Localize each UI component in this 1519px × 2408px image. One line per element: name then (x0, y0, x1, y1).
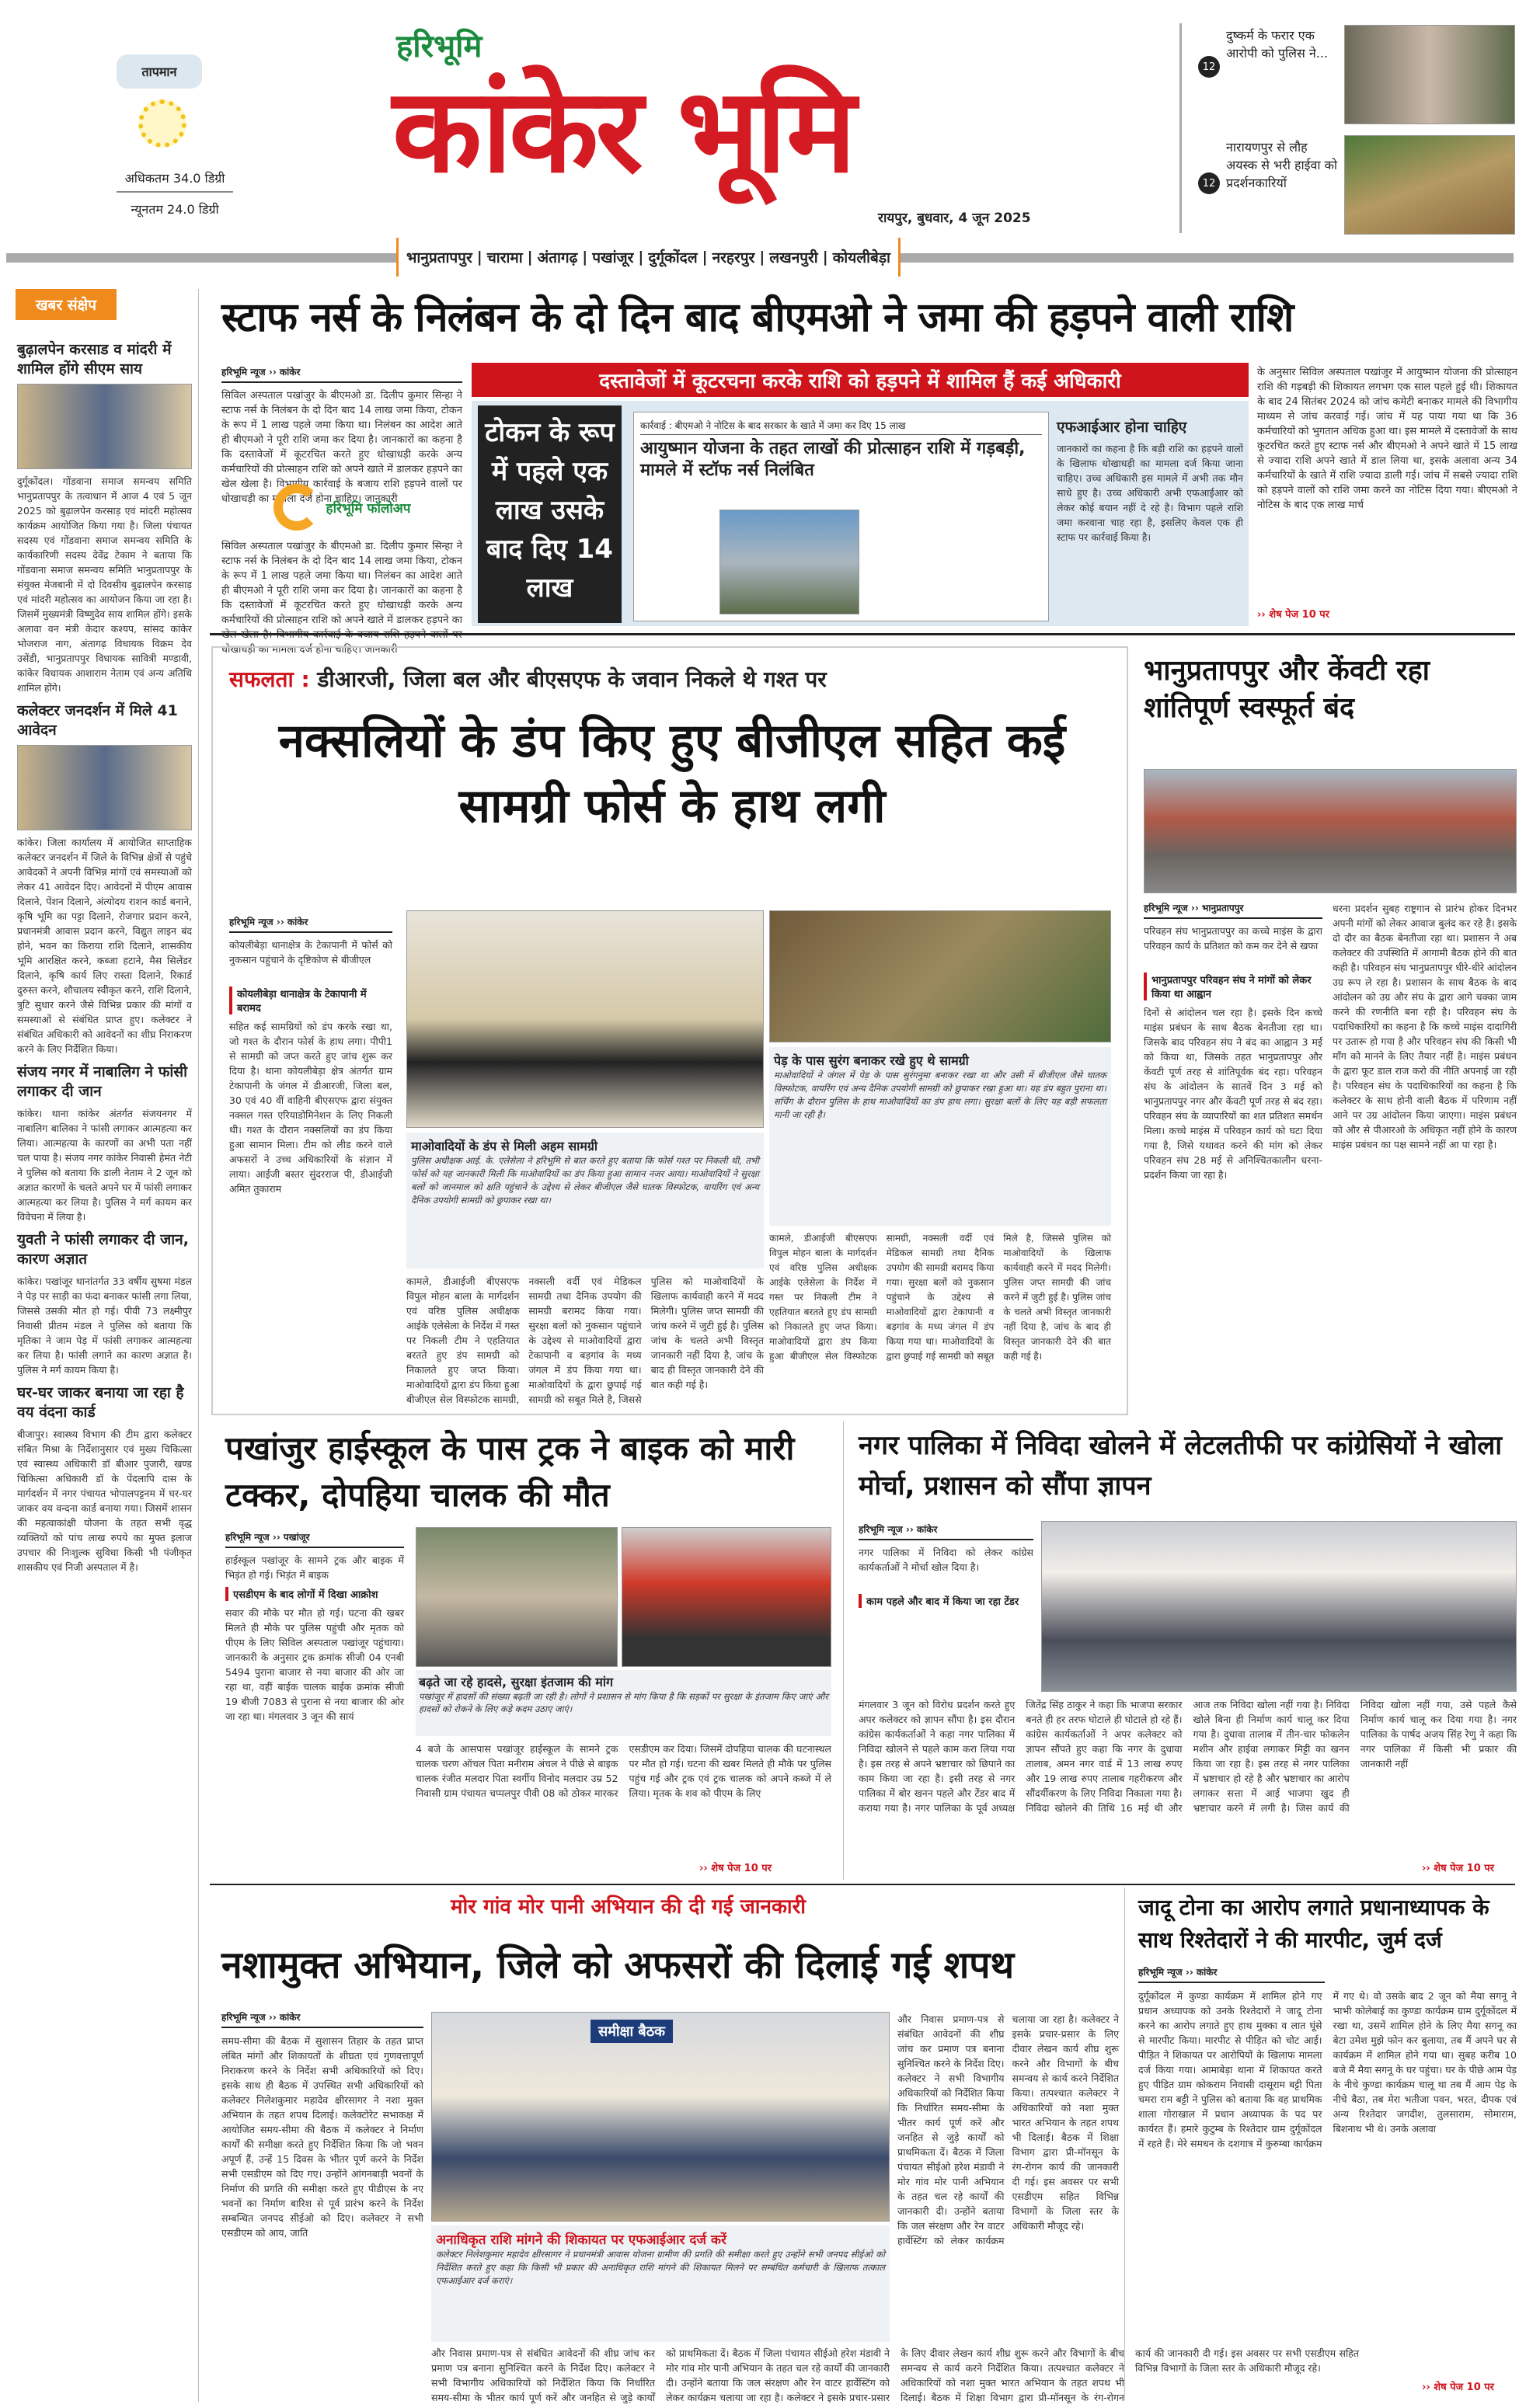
bandh-body-3: धरना प्रदर्शन सुबह राष्ट्रगान से प्रारंभ होकर दिनभर अपनी मांगों को लेकर आवाज बुलंद कर रहे है। इसके दो दौर का बैठक बेनतीजा रहा था। प्रशासन ने अब कलेक्टर की उपस्थिति में आगामी बैठक होने की बात कही है। परिवहन संघ भानुप्रतापपुर धीरे-धीरे आंदोलन उग्र रूप ले रहा है। प्रशासन के साथ बैठक के बाद आंदोलन को उग्र और संघ के द्वारा आगे चक्का जाम करने की रणनीति बना रही है। परिवहन संघ के पदाधिकारियों का कहना है कि कच्चे माइंस दादागिरी पर उतारू हो गया है और परिवहन संघ की किसी भी माँग को मानने के लिए तैयार नहीं है। माइंस प्रबंधन के द्वारा फूट डाल राज करो की नीति अपनाई जा रही है। परिवहन संघ के पदाधिकारियों का कहना है कि कलेक्टर के साथ होनी वाली बैठक में परिणाम नहीं आने पर उग्र आंदोलन किया जाएगा। माइंस प्रबंधन को और से पीआरओ के अधिकृत नहीं होने के कारण माइंस प्रबंधन का पक्ष सामने नहीं आ पा रहा है। (1333, 903, 1517, 1150)
oath-body-2: और निवास प्रमाण-पत्र से संबंधित आवेदनों की शीघ्र जांच कर प्रमाण पत्र बनाना सुनिश्चित करने के निर्देश दिए। कलेक्टर ने सभी विभागीय अधिकारियों को निर्देशित किया कि निर्धारित समय-सीमा के भीतर कार्य पूर्ण करें और जनहित से जुड़े कार्यों को प्राथमिकता दें। बैठक में जिला पंचायत सीईओ हरेश मंडावी ने मोर गांव मोर पानी अभियान के तहत चल रहे कार्यों की जानकारी दी। उन्होंने बताया कि जल संरक्षण और रेन वाटर हार्वेस्टिंग को लेकर कार्यक्रम चलाया जा रहा है। कलेक्टर ने इसके प्रचार-प्रसार के लिए दीवार लेखन कार्य शीघ्र शुरू करने और विभागों के बीच समन्वय से कार्य करने निर्देशित किया। तत्पश्चात कलेक्टर ने अधिकारियों को नशा मुक्त भारत अभियान के तहत शपथ भी दिलाई। बैठक में शिक्षा विभाग द्वारा प्री-मॉनसून के रंग-रोगन कार्य की जानकारी दी गई। इस अवसर पर सभी एसडीएम सहित विभिन्न विभागों के जिला स्तर के अधिकारी मौजूद रहे। (431, 2347, 1359, 2403)
brief-title[interactable]: बुढ़ालपेन करसाड व मांदरी में शामिल होंगे सीएम साय (17, 341, 172, 378)
accident-subhead: एसडीएम के बाद लोगों में दिखा आक्रोश (225, 1587, 404, 1601)
brief-body: कांकेर। थाना कांकेर अंतर्गत संजयनगर में नाबालिग बालिका ने फांसी लगाकर आत्महत्या कर लिया। आत्महत्या के कारणों का अभी पता नहीं चल पाया है। संजय नगर कांकेर निवासी हेमंत नेटी ने पुलिस को बताया कि डाली नेताम ने 2 जून को अज्ञात कारणों के चलते अपने घर में फांसी लगाकर आत्महत्या कर लिया है। पुलिस ने मर्ग कायम कर विवेचना में लिया है। (17, 1108, 192, 1223)
clip-kicker: कार्रवाई : बीएमओ ने नोटिस के बाद सरकार के खाते में जमा कर दिए 15 लाख (640, 419, 1042, 435)
brief-body: कांकेर। जिला कार्यालय में आयोजित साप्ताहिक कलेक्टर जनदर्शन में जिले के विभिन्न क्षेत्रों से पहुंचे आवेदकों ने अपनी विभिन्न मांगों एवं समस्याओं को लेकर 41 आवेदन दिए। आवेदनों में पीएम आवास दिलाने, पेंशन दिलाने, अंत्योदय राशन कार्ड बनाने, कृषि भूमि का पट्टा दिलाने, रोजगार प्रदान करने, प्रधानमंत्री आवास प्रदान करने, विद्युत लाइन बंद होने, भवन का किराया राशि दिलाने, शासकीय भूमि आरक्षित करने, कब्जा हटाने, मैस सिलेंडर दिलाने, कृषि कार्य लिए रास्ता दिलाने, रिकार्ड दुरुस्त करने, शौचालय स्वीकृत करने, राशि दिलाने, त्रुटि सुधार करने जैसे विभिन्न प्रकार की मांगों व समस्याओं से संबंधित प्राप्त हुए। कलेक्टर ने संबंधित अधिकारी को आवेदनों का शीघ्र निराकरण करने के लिए निर्देशित किया। (17, 837, 192, 1055)
naxal-subhead: कोयलीबेड़ा थानाक्षेत्र के टेकापानी में बरामद (229, 987, 392, 1014)
brief-title[interactable]: घर-घर जाकर बनाया जा रहा है वय वंदना कार्ड (17, 1384, 184, 1421)
nav-item[interactable]: कोयलीबेड़ा (832, 249, 890, 266)
nav-separator: | (702, 249, 708, 266)
news-clipping (633, 412, 1049, 621)
caption-body: माओवादियों ने जंगल में पेड़ के पास सुरंगनुमा बनाकर रखा था और उसी में बीजीएल जैसे घातक विस्फोटक, वायरिंग एवं अन्य दैनिक उपयोगी सामग्री को छुपाकर रखा हुआ था। यह डंप बहुत पुराना था। सर्चिंग के दौरान पुलिस के हाथ माओवादियों का डंप हाथ लगा। सुरक्षा बलों के लिए यह बड़ी सफलता मानी जा रही है। (774, 1070, 1106, 1120)
nav-separator: | (638, 249, 644, 266)
dateline: रायपुर, बुधवार, 4 जून 2025 (878, 211, 1031, 226)
brief-title[interactable]: संजय नगर में नाबालिग ने फांसी लगाकर दी जान (17, 1063, 188, 1100)
bandh-subhead: भानुप्रतापपुर परिवहन संघ ने मांगों को लेकर किया था आह्वान (1144, 973, 1322, 1000)
followup-badge-ring (273, 484, 320, 531)
naxal-body: कोयलीबेड़ा थानाक्षेत्र के टेकापानी में फोर्स को नुकसान पहुंचाने के दृष्टिकोण से बीजीएल (229, 939, 392, 966)
review-meeting-photo (431, 2012, 890, 2222)
min-temp: न्यूनतम 24.0 डिग्री (131, 202, 219, 217)
token-callout: टोकन के रूप में पहले एक लाख उसके बाद दिए 14 लाख (478, 405, 622, 623)
closed-market-photo (1144, 769, 1517, 893)
brief-body: कांकेर। पखांजूर थानांतर्गत 33 वर्षीय सुषमा मंडल ने पेड़ पर साड़ी का फंदा बनाकर फांसी लगा लिया, जिससे उसकी मौत हो गई। पीवी 73 लक्ष्मीपुर निवासी प्रीतम मंडल ने पुलिस को बताया कि मृतिका ने जाम पेड़ में फांसी लगाकर आत्महत्या कर लिया है। फांसी लगाने का कारण अज्ञात है। पुलिस ने मर्ग कायम किया है। (17, 1275, 192, 1376)
tender-body: नगर पालिका में निविदा को लेकर कांग्रेस कार्यकर्ताओं ने मोर्चा खोल दिया है। (859, 1547, 1033, 1573)
byline: हरिभूमि न्यूज ›› भानुप्रतापपुर (1144, 901, 1322, 919)
caption-title: पेड़ के पास सुरंग बनाकर रखे हुए थे सामग्री (774, 1053, 969, 1068)
naxal-body-3-cont: कामले, डीआईजी बीएसएफ विपुल मोहन बाला के मार्गदर्शन एवं वरिष्ठ पुलिस अधीक्षक आईके एलेसेला के निर्देश में गस्त पर निकली टीम ने एहतियात बरतते हुए डंप सामग्री को निकालते हुए जप्त किया। माओवादियों द्वारा डंप किया हुआ बीजीएल सेल विस्फोटक सामग्री, नक्सली वर्दी एवं मेडिकल सामग्री तथा दैनिक उपयोग की सामग्री बरामद किया गया। सुरक्षा बलों को नुकसान पहुंचाने के उद्देश्य से माओवादियों द्वारा टेकापानी व बड़गांव के मध्य जंगल में डंप किया गया था। माओवादियों के द्वारा छुपाई गई सामग्री को सबूत मिले है, जिससे पुलिस को माओवादियों के खिलाफ कार्यवाही करने में मदद मिलेगी। पुलिस जप्त सामग्री की जांच करने में जुटी हुई है। पुलिस जांच के चलते अभी विस्तृत जानकारी नहीं दिया है, जांच के बाद ही विस्तृत जानकारी देने की बात कही गई है। (769, 1233, 1111, 1362)
teaser-text: दुष्कर्म के फरार एक आरोपी को पुलिस ने... (1226, 28, 1328, 61)
paper-title: कांकेर भूमि (392, 64, 853, 199)
lead-banner: दस्तावेजों में कूटरचना करके राशि को हड़पने में शामिल हैं कई अधिकारी (472, 363, 1249, 397)
weather-label: तापमान (117, 54, 202, 89)
nav-separator: | (759, 249, 765, 266)
byline: हरिभूमि न्यूज ›› कांकेर (859, 1522, 1033, 1540)
nav-separator: | (822, 249, 828, 266)
followup-badge: हरिभूमि फॉलोअप (326, 500, 411, 517)
byline: हरिभूमि न्यूज ›› कांकेर (221, 365, 462, 383)
continued-link[interactable]: ›› शेष पेज 10 पर (1422, 2382, 1494, 2393)
naxal-body-3: कामले, डीआईजी बीएसएफ विपुल मोहन बाला के मार्गदर्शन एवं वरिष्ठ पुलिस अधीक्षक आईके एलेसेला के निर्देश में गस्त पर निकली टीम ने एहतियात बरतते हुए डंप सामग्री को निकालते हुए जप्त किया। माओवादियों द्वारा डंप किया हुआ बीजीएल सेल विस्फोटक सामग्री, नक्सली वर्दी एवं मेडिकल सामग्री तथा दैनिक उपयोग की सामग्री बरामद किया गया। सुरक्षा बलों को नुकसान पहुंचाने के उद्देश्य से माओवादियों द्वारा टेकापानी व बड़गांव के मध्य जंगल में डंप किया गया था। माओवादियों के द्वारा छुपाई गई सामग्री को सबूत मिले है, जिससे पुलिस को माओवादियों के खिलाफ कार्यवाही करने में मदद मिलेगी। पुलिस जप्त सामग्री की जांच करने में जुटी हुई है। पुलिस जांच के चलते अभी विस्तृत जानकारी नहीं दिया है, जांच के बाद ही विस्तृत जानकारी देने की बात कही गई है। (406, 1275, 764, 1405)
naxal-kicker-text: डीआरजी, जिला बल और बीएसएफ के जवान निकले थे गश्त पर (317, 666, 827, 692)
naxal-body-2: सहित कई सामग्रियों को डंप करके रखा था, जो गश्त के दौरान फोर्स के हाथ लगा। पीपी1 से सामग्री को जप्त करते हुए जांच शुरू कर दिया है। थाना कोयलीबेड़ा क्षेत्र अंतर्गत ग्राम टेकापानी के जंगल में डीआरजी, जिला बल, 30 एवं 40 वीं वाहिनी बीएसएफ द्वारा संयुक्त नक्सल गस्त एरियाडोमिनेशन के लिए निकली थी। गश्त के दौरान नक्सलियों का डंप किया हुआ सामान मिला। टीम को लीड करने वाले अफसरों ने उच्च अधिकारियों के संज्ञान में लाया। आईजी बस्तर सुंदरराज पी, डीआईजी अमित तुकाराम (229, 1021, 392, 1195)
brief-photo (17, 384, 192, 469)
bandh-headline[interactable]: भानुप्रतापपुर और केंवटी रहा शांतिपूर्ण स्वस्फूर्त बंद (1144, 655, 1430, 724)
teaser-photo (1344, 25, 1515, 124)
continued-link[interactable]: ›› शेष पेज 10 पर (1257, 609, 1329, 621)
nav-separator: | (582, 249, 588, 266)
news-brief-column (17, 334, 192, 2400)
brief-title[interactable]: युवती ने फांसी लगाकर दी जान, कारण अज्ञात (17, 1231, 189, 1268)
nav-item[interactable]: नरहरपुर (712, 249, 755, 266)
bandh-body-2: दिनों से आंदोलन चल रहा है। इसके दिन कच्चे माइंस प्रबंधन के साथ बैठक बेनतीजा रहा था। जिसके बाद परिवहन संघ ने बंद का आह्वान 3 मई को किया था, जिसके तहत भानुप्रतापपुर और केंवटी पूर्ण तरह से शांतिपूर्वक बंद रहा। परिवहन संघ के आंदोलन के सातवें दिन 3 मई को भानुप्रतापपुर नगर और केंवटी पूर्ण तरह से बंद रहा। परिवहन संघ के व्यापारियों का शत प्रतिशत समर्थन मिला। कच्चे माइंस में परिवहन कार्य को घटा दिया गया है, जिसे यथावत करने की मांग को लेकर परिवहन संघ 28 मई से अनिश्चितकालीन धरना-प्रदर्शन किया जा रहा है। (1144, 1007, 1322, 1181)
accident-headline[interactable]: पखांजुर हाईस्कूल के पास ट्रक ने बाइक को मारी टक्कर, दोपहिया चालक की मौत (225, 1429, 795, 1514)
nav-separator: | (476, 249, 483, 266)
nav-item[interactable]: चारामा (486, 249, 523, 266)
witch-body: दुर्गूकोंदल में कुण्डा कार्यक्रम में शामिल होने गए प्रधान अध्यापक को उनके रिश्तेदारों ने जादू टोना करने का आरोप लगाते हुए हाथ मुक्का व लात घूंसे से मारपीट किया। मारपीट से पीड़ित को चोट आई। पीड़ित ने शिकायत पर आरोपियों के खिलाफ मामला दर्ज किया गया। आमाबेड़ा थाना में शिकायत करते हुए पीड़ित ग्राम कोकराम निवासी दासूराम बट्टी पिता चमरा राम बट्टी ने पुलिस को बताया कि वह प्राथमिक शाला गोराखाल में प्रधान अध्यापक के पद पर कार्यरत हैं। हमारे कुटुम्ब के रिश्तेदार ग्राम दुर्गूकोंदल में रहते हैं। मेरे समधन के दशगात्र में कुरुम्बा कार्यक्रम में गए थे। वो उसके बाद 2 जून को मैया सगनू ने भाभी कोलेबाई का कुण्डा कार्यक्रम ग्राम दुर्गूकोंदल में रखा था, उसमें शामिल होने के लिए मैया सगनू का बेटा उमेश मुझे फोन कर बुलाया, तब मैं अपने घर से कार्यक्रम में शामिल होने गया था। सुबह करीब 10 बजे मैं मैया सगनू के घर पहुंचा। घर के पीछे आम पेड़ के नीचे कुण्डा कार्यक्रम चालू था तब मैं आम पेड़ के नीचे बैठा, तब मेरा भतीजा पवन, भरत, दीपक एवं अन्य रिश्तेदार जगदीश, तुलसाराम, सोमाराम, बिशनाथ भी थे। उनके अलावा (1138, 1990, 1517, 2149)
brief-body: दुर्गूकोंदल। गोंडवाना समाज समन्वय समिति भानुप्रतापपुर के तत्वाधान में आज 4 एवं 5 जून 2025 को बुढ़ालपेन करसाड़ एवं मांदरी महोत्सव कार्यक्रम आयोजित किया गया है। जिला पंचायत सदस्य एवं गोंडवाना समाज समन्वय समिति के कार्यकारिणी सदस्य देवेंद्र टेकाम ने बताया कि गोंडवाना समाज समन्वय समिति भानुप्रतापपुर के संयुक्त मेजबानी में दो दिवसीय बुढ़ालपेन करसाड़ एवं मांदरी महोत्सव का आयोजन किया जा रहा है। जिसमें मुख्यमंत्री विष्णुदेव साय शामिल होंगे। इसके अलावा वन मंत्री केदार कश्यप, सांसद कांकेर भोजराज नाग, अंतागढ़ विधायक विक्रम देव उसेंडी, भानुप्रतापपुर विधायक सावित्री मण्डावी, कांकेर विधायक आशाराम नेताम एवं अन्य अतिथि शामिल होंगे। (17, 475, 192, 694)
caption-body: पुलिस अधीक्षक आई. के. एलेसेला ने हरिभूमि से बात करते हुए बताया कि फोर्स गश्त पर निकली थी, तभी फोर्स को यह जानकारी मिली कि माओवादियों का डंप किया हुआ सामान नजर आया। माओवादियों ने सुरक्षा बलों को जानमाल को क्षति पहुंचाने के उद्देश्य से लेकर बीजीएल जैसे घातक विस्फोटक, वायरिंग एवं अन्य दैनिक उपयोगी सामग्री को छुपाकर रखा था। (411, 1155, 759, 1206)
protest-photo (1041, 1521, 1517, 1692)
nav-item[interactable]: लखनपुरी (769, 249, 818, 266)
brief-title[interactable]: कलेक्टर जनदर्शन में मिले 41 आवेदन (17, 702, 178, 739)
brief-photo (17, 745, 192, 830)
byline: हरिभूमि न्यूज ›› पखांजूर (225, 1530, 404, 1548)
nav-item[interactable]: पखांजूर (592, 249, 634, 266)
meeting-banner: समीक्षा बैठक (591, 2020, 673, 2043)
byline: हरिभूमि न्यूज ›› कांकेर (1138, 1965, 1325, 1983)
page-badge: 12 (1198, 56, 1220, 78)
lead-headline[interactable]: स्टाफ नर्स के निलंबन के दो दिन बाद बीएमओ ने जमा की हड़पने वाली राशि (221, 294, 1294, 341)
oath-kicker: मोर गांव मोर पानी अभियान की दी गई जानकारी (451, 1895, 807, 1919)
sun-icon (138, 99, 186, 148)
naxal-kicker: सफलता : (229, 666, 310, 692)
locality-nav (396, 238, 901, 277)
bike-photo (416, 1527, 618, 1667)
nav-item[interactable]: दुर्गूकोंदल (648, 249, 698, 266)
witch-headline[interactable]: जादू टोना का आरोप लगाते प्रधानाध्यापक के साथ रिश्तेदारों ने की मारपीट, जुर्म दर्ज (1138, 1895, 1489, 1953)
fir-title: एफआईआर होना चाहिए (1057, 419, 1187, 436)
accident-body-2: सवार की मौके पर मौत हो गई। घटना की खबर मिलते ही मौके पर पुलिस पहुंची और मृतक को पीएम के लिए सिविल अस्पताल पखांजूर पहुंचाया। जानकारी के अनुसार ट्रक क्रमांक सीजी 04 एनबी 5494 पुराना बाजार से नया बाजार की ओर जा रहा था, वहीं बाईक चालक बाईक क्रमांक सीजी 19 बीजी 7083 से पुराना से नया बाजार की ओर जा रहा था। मंगलवार 3 जून की सायं (225, 1607, 404, 1722)
truck-photo (622, 1527, 831, 1667)
caption-body: पखांजूर में हादसों की संख्या बढ़ती जा रही है। लोगों ने प्रशासन से मांग किया है कि सड़कों पर सुरक्षा के इंतजाम किए जाएं और हादसों को रोकने के लिए कड़े कदम उठाए जाएं। (419, 1691, 828, 1714)
teaser-2[interactable] (1189, 135, 1519, 236)
byline: हरिभूमि न्यूज ›› कांकेर (229, 915, 392, 933)
teaser-photo (1344, 135, 1515, 235)
accident-body-3: 4 बजे के आसपास पखांजूर हाईस्कूल के सामने ट्रक चालक चरण ऑचल पिता मनीराम अंचल ने पीछे से बाइक चालक रंजीत मलदार पिता स्वर्गीय विनोद मलदार उम्र 52 निवासी ग्राम पंचायत चप्पलपुर पीवी 08 को ठोकर मारकर एसडीएम कर दिया। जिसमें दोपहिया चालक की घटनास्थल पर मौत हो गई। घटना की खबर मिलते ही मौके पर पुलिस पहुंच गई और ट्रक एवं ट्रक चालक को अपने कब्जे में ले लिया। मृतक के शव को पीएम के लिए (416, 1743, 831, 1799)
naxal-headline[interactable]: नक्सलियों के डंप किए हुए बीजीएल सहित कई सामग्री फोर्स के हाथ लगी (278, 714, 1066, 833)
brief-label: खबर संक्षेप (16, 289, 117, 320)
caption-title: अनाधिकृत राशि मांगने की शिकायत पर एफआईआर दर्ज करें (436, 2232, 726, 2248)
caption-title: बढ़ते जा रहे हादसे, सुरक्षा इंतजाम की मांग (419, 1675, 614, 1689)
teaser-text: नारायणपुर से लौह अयस्क से भरी हाईवा को प्रदर्शनकारियों (1226, 140, 1338, 190)
lead-body-2: के अनुसार सिविल अस्पताल पखांजुर में आयुष्मान योजना की प्रोत्साहन राशि की गड़बड़ी की शिकायत लगभग एक साल पहले हुई थी। शिकायत के बाद 24 सितंबर 2024 को जांच कमेटी बनाकर मामले की विभागीय माध्यम से जांच करवाई गई। जांच में यह पाया गया था कि 36 कर्मचारियों को भुगतान अधिक हुआ था। इस मामले में दस्तावेजों के साथ कूटरचित करते हुए स्टाफ नर्स और बीएमओ ने अपने खाते में 15 लाख से ज्यादा राशि अपने खाते में डाल लिया था, इसके अलावा अन्य 34 कर्मचारियों के खाते में राशि ज्यादा डाली गई। जांच में सबसे ज्यादा राशि को हड़पने वालों को राशि जमा करने का नोटिस दिया गया। बीएमओ ने नोटिस के बाद एक लाख मार्च (1257, 367, 1517, 511)
tender-body-2: मंगलवार 3 जून को विरोध प्रदर्शन करते हुए अपर कलेक्टर को ज्ञापन सौंपा है। इस दौरान कांग्रेस कार्यकर्ताओं ने कहा नगर पालिका में निविदा खोलने से पहले काम करा लिया गया है। इस तरह से अपने भ्रष्टाचार को छिपाने का काम किया जा रहा है। इसी तरह से नगर पालिका में बोर खनन पहले और टेंडर बाद में कराया गया है। नगर पालिका के पूर्व अध्यक्ष जितेंद्र सिंह ठाकुर ने कहा कि भाजपा सरकार बनते ही हर तरफ घोटाले ही घोटाले हो रहे हैं। कांग्रेस कार्यकर्ताओं ने अपर कलेक्टर को ज्ञापन सौंपते हुए कहा कि नगर के दुधावा तालाब, अमन नगर वार्ड में 13 लाख रुपए और 19 लाख रुपए तालाब गहरीकरण और सौंदर्यीकरण के लिए निविदा निकाला गया है। निविदा खोलने की तिथि 16 मई थी और आज तक निविदा खोला नहीं गया है। निविदा खोले बिना ही निर्माण कार्य चालू कर दिया गया है। दुधावा तालाब में तीन-चार फोकलेन मशीन और हाईवा लगाकर मिट्टी का खनन किया जा रहा है। इस तरह से नगर पालिका में भ्रष्टाचार हो रहे है और भ्रष्टाचार का आरोप लगाकर सत्ता में आई भाजपा खुद ही भ्रष्टाचार करने में लगी है। जिस कार्य की निविदा खोला नहीं गया, उसे पहले कैसे निर्माण कार्य चालू कर दिया गया है। नगर पालिका के पार्षद अजय सिंह रेणु ने कहा कि नगर पालिका में किसी भी प्रकार की जानकारी नहीं (859, 1699, 1517, 1814)
byline: हरिभूमि न्यूज ›› कांकेर (221, 2010, 423, 2028)
clip-headline: आयुष्मान योजना के तहत लाखों की प्रोत्साहन राशि में गड़बड़ी, मामले में स्टॉफ नर्स निलंबित (640, 439, 1026, 480)
oath-body-3: और निवास प्रमाण-पत्र से संबंधित आवेदनों की शीघ्र जांच कर प्रमाण पत्र बनाना सुनिश्चित करने के निर्देश दिए। कलेक्टर ने सभी विभागीय अधिकारियों को निर्देशित किया कि निर्धारित समय-सीमा के भीतर कार्य पूर्ण करें और जनहित से जुड़े कार्यों को प्राथमिकता दें। बैठक में जिला पंचायत सीईओ हरेश मंडावी ने मोर गांव मोर पानी अभियान के तहत चल रहे कार्यों की जानकारी दी। उन्होंने बताया कि जल संरक्षण और रेन वाटर हार्वेस्टिंग को लेकर कार्यक्रम चलाया जा रहा है। कलेक्टर ने इसके प्रचार-प्रसार के लिए दीवार लेखन कार्य शीघ्र शुरू करने और विभागों के बीच समन्वय से कार्य करने निर्देशित किया। तत्पश्चात कलेक्टर ने अधिकारियों को नशा मुक्त भारत अभियान के तहत शपथ भी दिलाई। बैठक में शिक्षा विभाग द्वारा प्री-मॉनसून के रंग-रोगन कार्य की जानकारी दी गई। इस अवसर पर सभी एसडीएम सहित विभिन्न विभागों के जिला स्तर के अधिकारी मौजूद रहे। (897, 2013, 1119, 2246)
hospital-photo (719, 510, 859, 614)
brand-logo: हरिभूमि (396, 29, 483, 64)
caption-title: माओवादियों के डंप से मिली अहम सामग्री (411, 1139, 598, 1154)
accident-body: हाईस्कूल पखांजूर के सामने ट्रक और बाइक में भिड़ंत हो गई। भिड़ंत में बाइक (225, 1554, 404, 1581)
teaser-1[interactable] (1189, 25, 1519, 126)
tender-headline[interactable]: नगर पालिका में निविदा खोलने में लेटलतीफी पर कांग्रेसियों ने खोला मोर्चा, प्रशासन को सौंपा ज्ञापन (859, 1430, 1503, 1502)
oath-body: समय-सीमा की बैठक में सुशासन तिहार के तहत प्राप्त लंबित मांगों और शिकायतों के शीघ्रता एवं गुणवत्तापूर्ण निराकरण करने के निर्देश सभी अधिकारियों को दिए। इसके साथ ही बैठक में उपस्थित सभी अधिकारियों को कलेक्टर निलेशकुमार महादेव क्षीरसागर ने नशा मुक्त अभियान के तहत शपथ दिलाई। कलेक्टोरेट सभाकक्ष में आयोजित समय-सीमा की बैठक में कलेक्टर ने निर्माण कार्यों की समीक्षा करते हुए निर्देशित किया कि जो भवन अपूर्ण हैं, उन्हें 15 दिवस के भीतर पूर्ण करने के निर्देश सभी एसडीएम को दिए गए। उन्होंने आंगनबाड़ी भवनों के निर्माण की प्रगति की समीक्षा करते हुए पीडीएस के नए भवनों का निर्माण बारिश से पूर्व प्रारंभ करने के निर्देश सम्बन्धित जनपद सीईओ को दिए। कलेक्टर ने सभी एसडीएम को आय, जाति (221, 2035, 423, 2239)
continued-link[interactable]: ›› शेष पेज 10 पर (1422, 1863, 1494, 1874)
caption-body: कलेक्टर निलेशकुमार महादेव क्षीरसागर ने प्रधानमंत्री आवास योजना ग्रामीण की प्रगति की समीक्षा करते हुए उन्होंने सभी जनपद सीईओ को निर्देशित करते हुए कहा कि किसी भी प्रकार की अनाधिकृत राशि मांगने की शिकायत मिलने पर सम्बंधित कर्मचारी के खिलाफ तत्काल एफआईआर दर्ज कराएं। (436, 2249, 885, 2286)
bandh-body: परिवहन संघ भानुप्रतापपुर का कच्चे माइंस के द्वारा परिवहन कार्य के प्रतिशत को कम कर देने से खफा (1144, 925, 1322, 952)
continued-link[interactable]: ›› शेष पेज 10 पर (699, 1863, 772, 1874)
seized-items-photo (406, 910, 764, 1128)
nav-separator: | (527, 249, 533, 266)
oath-headline[interactable]: नशामुक्त अभियान, जिले को अफसरों की दिलाई गई शपथ (221, 1943, 1015, 1987)
lead-body: सिविल अस्पताल पखांजुर के बीएमओ डा. दिलीप कुमार सिन्हा ने स्टाफ नर्स के निलंबन के दो दिन बाद 14 लाख जमा किया, टोकन के रूप में 1 लाख पहले जमा किया था। निलंबन का आदेश आते ही बीएमओ ने पूरी राशि जमा कर दिया है। जानकारों का कहना है कि दस्तावेजों में कूटरचित करते हुए धोखाधड़ी करके अन्य कर्मचारियों की प्रोत्साहन राशि को अपने खाते में डालकर हड़पने का खेल खेला है। विभागीय कार्रवाई के बजाय राशि हड़पने वालों पर धोखाधड़ी का मामला दर्ज होना चाहिए। जानकारी (221, 390, 462, 505)
max-temp: अधिकतम 34.0 डिग्री (117, 169, 233, 193)
brief-body: बीजापुर। स्वास्थ्य विभाग की टीम द्वारा कलेक्टर संबित मिश्रा के निर्देशानुसार एवं मुख्य चिकित्सा एवं स्वास्थ्य अधिकारी डॉ बीआर पुजारी, खण्ड चिकित्सा अधिकारी डॉ के पेंदलापि दास के मार्गदर्शन में नगर पंचायत भोपालपट्टनम में घर-घर जाकर वय वन्दना कार्ड बनाया गया। जिसमें शासन की महत्वाकांक्षी योजना के तहत सभी वृद्ध व्यक्तियों को पांच लाख रुपये का मुफ्त इलाज उपचार की निःशुल्क सुविधा किसी भी पंजीकृत शासकीय एवं निजी अस्पताल में है। (17, 1428, 192, 1573)
fir-body: जानकारों का कहना है कि बड़ी राशि का हड़पने वालों के खिलाफ धोखाधड़ी का मामला दर्ज किया जाना चाहिए। उच्च अधिकारी इस मामले में अभी तक मौन साधे हुए है। उच्च अधिकारी अभी एफआईआर को लेकर कोई बयान नहीं दे रहे है। विभाग पहले राशि जमा करवाना चाह रहा है, इसलिए केवल एक ही स्टाफ पर कार्रवाई किया है। (1057, 443, 1243, 543)
tender-subhead: काम पहले और बाद में किया जा रहा टेंडर (859, 1594, 1033, 1608)
lead-body-cont: सिविल अस्पताल पखांजुर के बीएमओ डा. दिलीप कुमार सिन्हा ने स्टाफ नर्स के निलंबन के दो दिन बाद 14 लाख जमा किया, टोकन के रूप में 1 लाख पहले जमा किया था। निलंबन का आदेश आते ही बीएमओ ने पूरी राशि जमा कर दिया है। जानकारों का कहना है कि दस्तावेजों में कूटरचित करते हुए धोखाधड़ी करके अन्य कर्मचारियों की प्रोत्साहन राशि को अपने खाते में डालकर हड़पने का धोखाधड़ी का मामला दर्ज होना चाहिए। जानकारी (221, 541, 462, 656)
nav-item[interactable]: भानुप्रतापपुर (406, 249, 472, 266)
page-badge: 12 (1198, 172, 1220, 194)
tunnel-photo (769, 910, 1111, 1042)
nav-item[interactable]: अंतागढ़ (537, 249, 578, 266)
